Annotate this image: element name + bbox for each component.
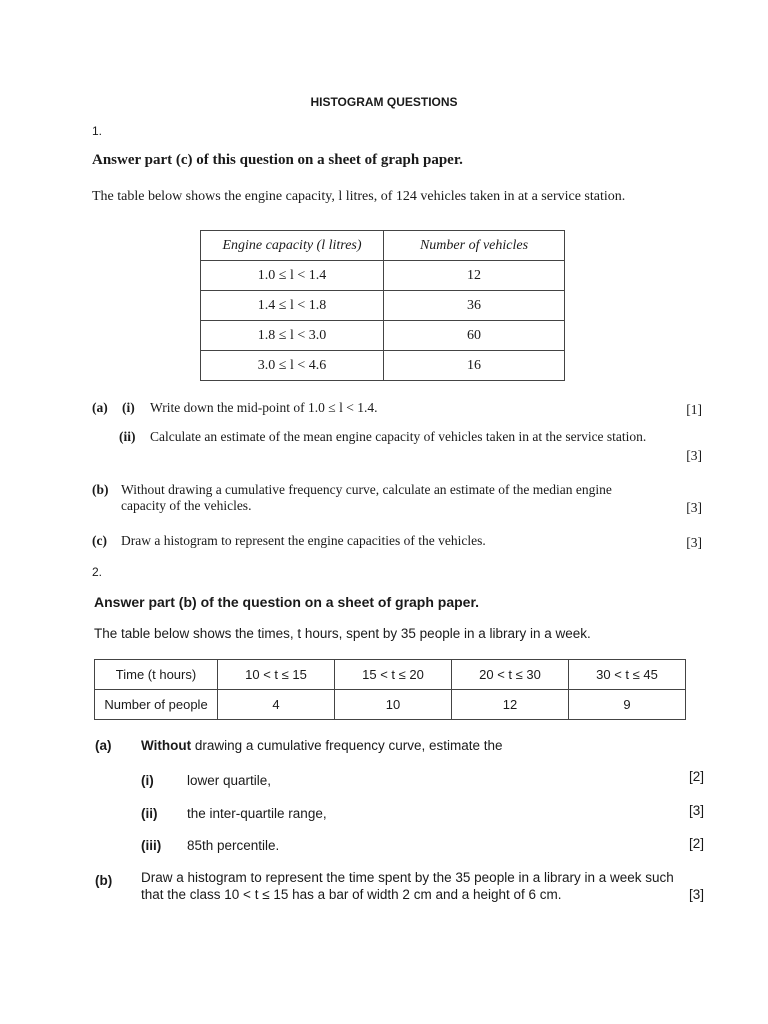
table-cell: Number of people bbox=[95, 690, 218, 720]
table-cell: 20 < t ≤ 30 bbox=[452, 660, 569, 690]
table-header-cell: Engine capacity (l litres) bbox=[201, 231, 384, 261]
table-cell: 30 < t ≤ 45 bbox=[569, 660, 686, 690]
table-row bbox=[201, 351, 565, 381]
question-2-intro: The table below shows the times, t hours, spent by 35 people in a library in a week. bbox=[94, 626, 591, 641]
q2-part-a-rest: drawing a cumulative frequency curve, estimate the bbox=[191, 738, 503, 753]
question-1-intro: The table below shows the engine capacity, l litres, of 124 vehicles taken in at a service station. bbox=[92, 189, 626, 204]
part-aii-label: (ii) bbox=[119, 429, 136, 444]
q2-part-ii-marks: [3] bbox=[688, 803, 704, 818]
part-ai-text: Write down the mid-point of 1.0 ≤ l < 1.4. bbox=[150, 400, 378, 415]
part-b-text-line-2: capacity of the vehicles. bbox=[121, 498, 252, 513]
library-time-table bbox=[94, 659, 686, 720]
table-cell: 3.0 ≤ l < 4.6 bbox=[201, 351, 384, 381]
q2-part-b-label: (b) bbox=[95, 873, 113, 888]
table-cell: 1.8 ≤ l < 3.0 bbox=[201, 321, 384, 351]
part-c-marks: [3] bbox=[686, 535, 702, 550]
part-ai-marks: [1] bbox=[686, 402, 702, 417]
table-cell: 15 < t ≤ 20 bbox=[335, 660, 452, 690]
question-2-number: 2. bbox=[92, 565, 103, 579]
q2-part-i-label: (i) bbox=[141, 773, 154, 788]
part-aii-text: Calculate an estimate of the mean engine capacity of vehicles taken in at the service station. bbox=[150, 429, 647, 444]
part-b-marks: [3] bbox=[686, 500, 702, 515]
table-cell: 10 bbox=[335, 690, 452, 720]
q2-part-i-text: lower quartile, bbox=[187, 773, 272, 788]
page-title: HISTOGRAM QUESTIONS bbox=[310, 95, 458, 109]
q2-part-b-text-line-2: that the class 10 < t ≤ 15 has a bar of width 2 cm and a height of 6 cm. bbox=[141, 887, 562, 902]
table-row bbox=[201, 261, 565, 291]
table-cell: 36 bbox=[384, 291, 565, 321]
table-cell: 1.0 ≤ l < 1.4 bbox=[201, 261, 384, 291]
table-cell: 16 bbox=[384, 351, 565, 381]
table-row bbox=[95, 690, 686, 720]
q2-part-b-marks: [3] bbox=[688, 887, 704, 902]
table-cell: 12 bbox=[452, 690, 569, 720]
q2-part-a-text bbox=[141, 738, 503, 753]
table-row bbox=[201, 291, 565, 321]
table-cell: 1.4 ≤ l < 1.8 bbox=[201, 291, 384, 321]
q2-part-ii-text: the inter-quartile range, bbox=[187, 806, 327, 821]
q2-part-a-bold: Without bbox=[141, 738, 192, 753]
table-header-cell: Number of vehicles bbox=[384, 231, 565, 261]
part-a-label: (a) bbox=[92, 400, 108, 415]
q2-part-a-label: (a) bbox=[95, 738, 112, 753]
table-cell: Time (t hours) bbox=[95, 660, 218, 690]
q2-part-b-text-line-1: Draw a histogram to represent the time spent by the 35 people in a library in a week such bbox=[141, 870, 674, 885]
part-ai-label: (i) bbox=[122, 400, 135, 415]
table-cell: 4 bbox=[218, 690, 335, 720]
table-cell: 9 bbox=[569, 690, 686, 720]
part-c-text: Draw a histogram to represent the engine capacities of the vehicles. bbox=[121, 533, 486, 548]
question-2-instruction: Answer part (b) of the question on a sheet of graph paper. bbox=[94, 594, 480, 610]
q2-part-iii-label: (iii) bbox=[141, 838, 162, 853]
question-1-instruction: Answer part (c) of this question on a sheet of graph paper. bbox=[92, 152, 463, 168]
table-cell: 10 < t ≤ 15 bbox=[218, 660, 335, 690]
table-cell: 60 bbox=[384, 321, 565, 351]
table-header-row bbox=[201, 231, 565, 261]
table-row bbox=[201, 321, 565, 351]
q2-part-iii-text: 85th percentile. bbox=[187, 838, 280, 853]
q2-part-i-marks: [2] bbox=[688, 769, 704, 784]
part-aii-marks: [3] bbox=[686, 448, 702, 463]
q2-part-ii-label: (ii) bbox=[141, 806, 158, 821]
q2-part-iii-marks: [2] bbox=[688, 836, 704, 851]
part-c-label: (c) bbox=[92, 533, 107, 548]
engine-capacity-table bbox=[200, 230, 565, 381]
table-row bbox=[95, 660, 686, 690]
part-b-text-line-1: Without drawing a cumulative frequency curve, calculate an estimate of the median engine bbox=[121, 482, 612, 497]
part-b-label: (b) bbox=[92, 482, 109, 497]
question-1-number: 1. bbox=[92, 124, 103, 138]
table-cell: 12 bbox=[384, 261, 565, 291]
